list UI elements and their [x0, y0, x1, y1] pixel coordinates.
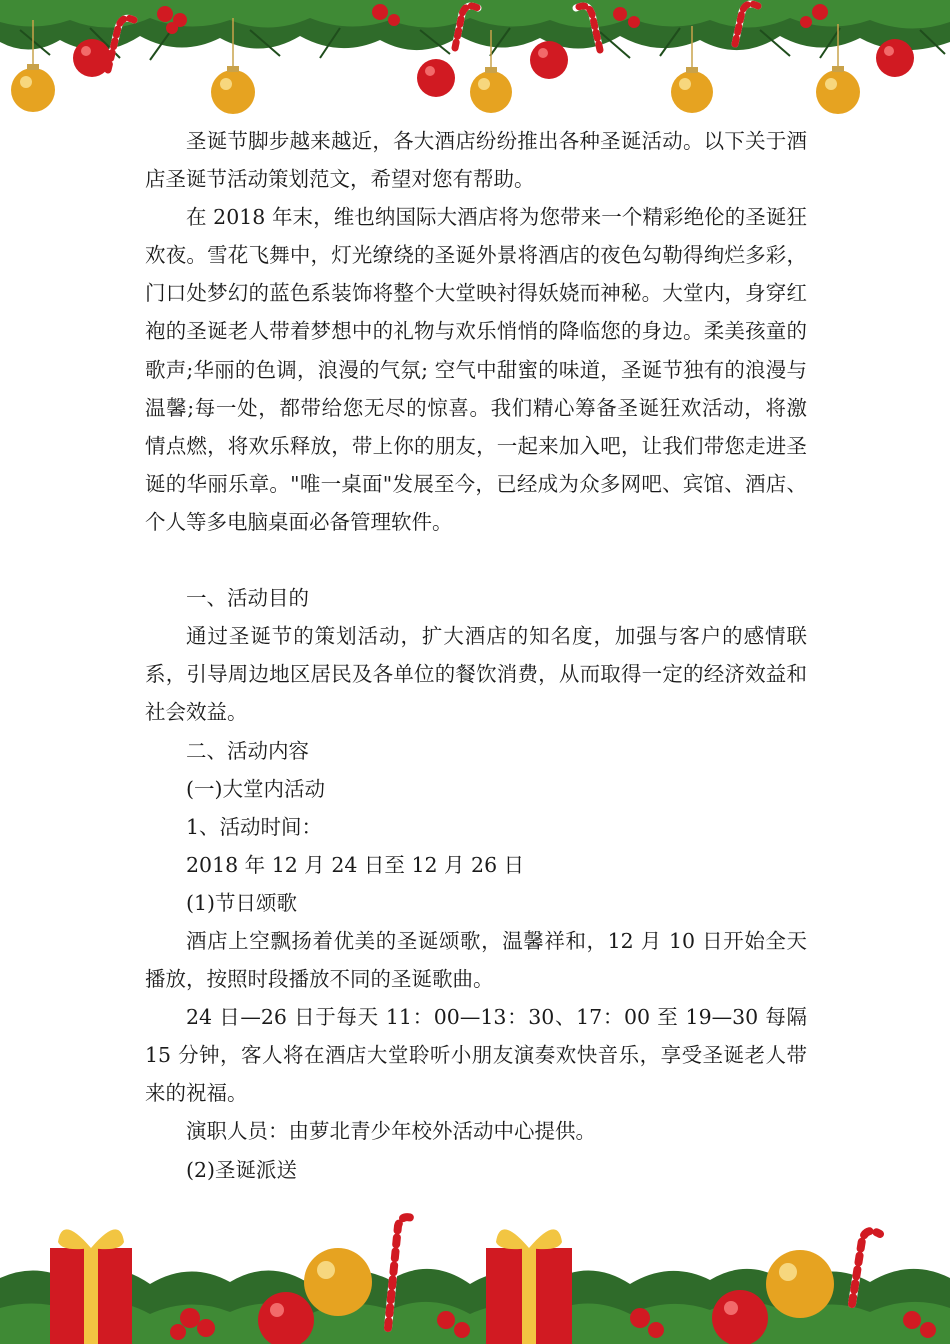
intro-paragraph: 圣诞节脚步越来越近，各大酒店纷纷推出各种圣诞活动。以下关于酒店圣诞节活动策划范文，希望对您有帮助。: [145, 129, 807, 192]
purpose-paragraph: 通过圣诞节的策划活动，扩大酒店的知名度，加强与客户的感情联系，引导周边地区居民及各单位的餐饮消费，从而取得一定的经济效益和社会效益。: [145, 624, 807, 725]
schedule-paragraph: 24 日—26 日于每天 11：00—13：30、17：00 至 19—30 每隔 15 分钟，客人将在酒店大堂聆听小朋友演奏欢快音乐，享受圣诞老人带来的祝福。: [145, 1005, 807, 1106]
carols-paragraph: 酒店上空飘扬着优美的圣诞颂歌，温馨祥和，12 月 10 日开始全天播放，按照时段播放不同的圣诞歌曲。: [145, 928, 807, 992]
document-body: [145, 122, 807, 1189]
item-heading-time: 1、活动时间：: [186, 814, 323, 839]
date-range: 2018 年 12 月 24 日至 12 月 26 日: [186, 852, 525, 877]
section-heading-content: 二、活动内容: [186, 738, 309, 763]
christmas-garland-bottom: [0, 1208, 950, 1344]
item-heading-delivery: (2)圣诞派送: [186, 1157, 298, 1182]
section-heading-purpose: 一、活动目的: [186, 586, 309, 611]
subsection-heading-lobby: (一)大堂内活动: [186, 776, 325, 801]
blank-line: [145, 541, 807, 579]
christmas-garland-top: [0, 0, 950, 120]
gift-box-right: [486, 1229, 572, 1344]
description-paragraph: 在 2018 年末，维也纳国际大酒店将为您带来一个精彩绝伦的圣诞狂欢夜。雪花飞舞中，灯光缭绕的圣诞外景将酒店的夜色勾勒得绚烂多彩，门口处梦幻的蓝色系装饰将整个大堂映衬得妖娆而神秘。大堂内，身穿红袍的圣诞老人带着梦想中的礼物与欢乐悄悄的降临您的身边。柔美孩童的歌声;华丽的色调，浪漫的气氛; 空气中甜蜜的味道，圣诞节独有的浪漫与温馨;每一处，都带给您无尽的惊喜。我们精心筹备圣诞狂欢活动，将激情点燃，将欢乐释放，带上你的朋友，一起来加入吧，让我们带您走进圣诞的华丽乐章。"唯一桌面"发展至今，已经成为众多网吧、宾馆、酒店、个人等多电脑桌面必备管理软件。: [145, 205, 807, 534]
item-heading-carols: (1)节日颂歌: [186, 890, 298, 915]
gift-box-left: [50, 1229, 132, 1344]
performers-paragraph: 演职人员：由萝北青少年校外活动中心提供。: [186, 1119, 596, 1144]
